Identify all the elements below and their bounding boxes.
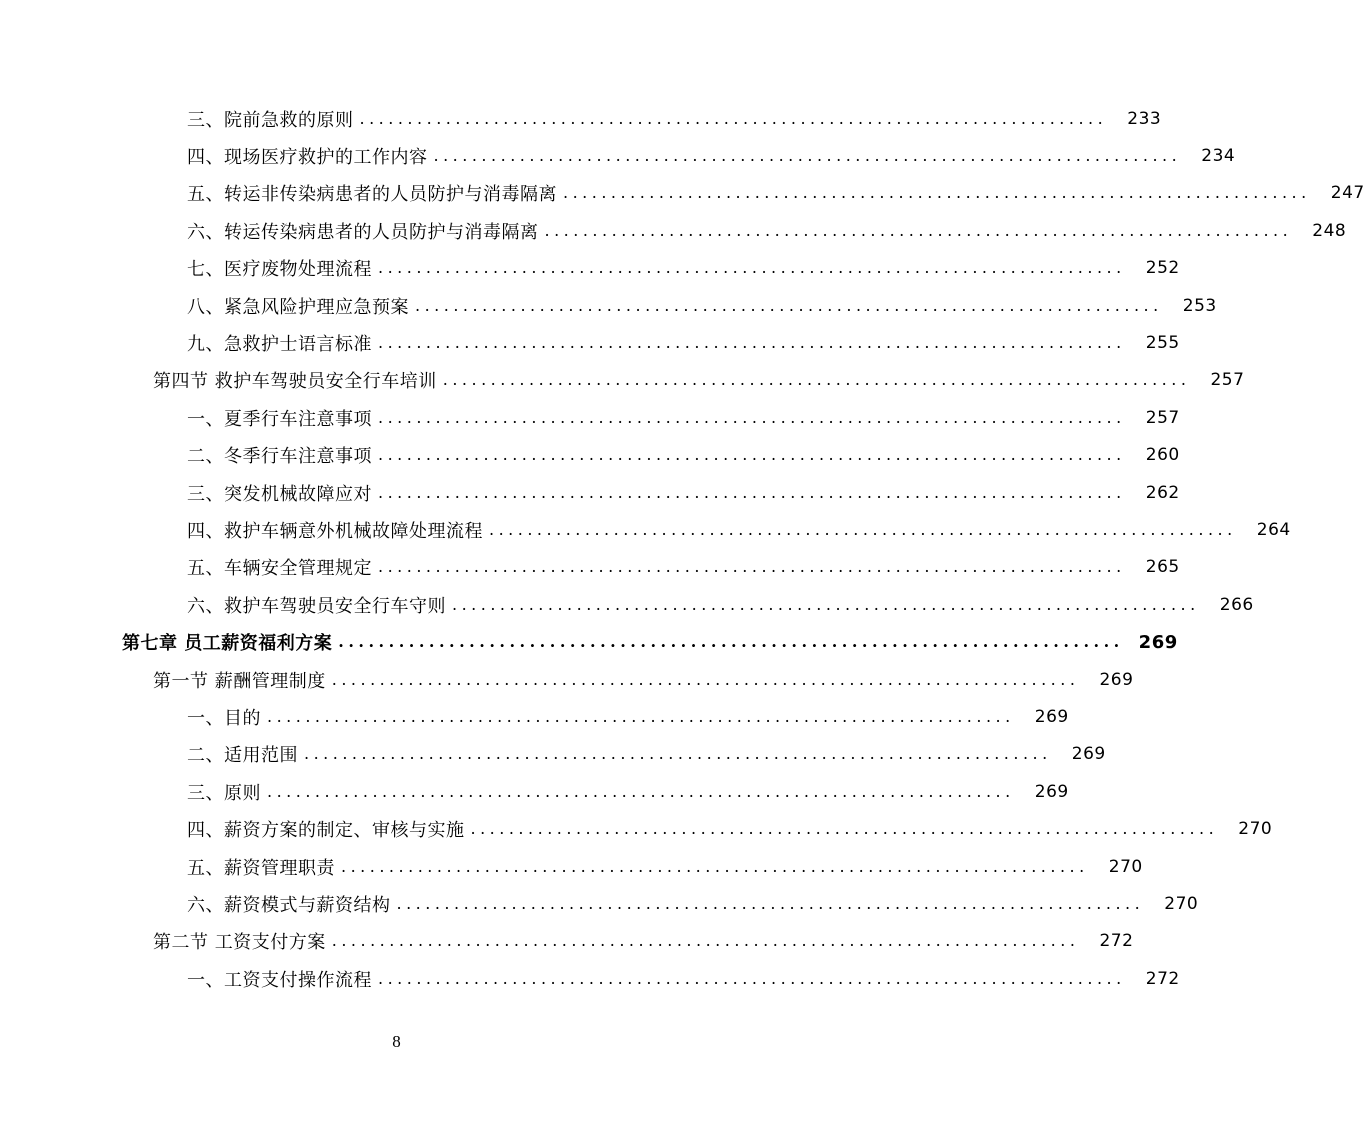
toc-entry-title: 四、薪资方案的制定、审核与实施 — [187, 820, 465, 842]
toc-entry-page: 247 — [1330, 183, 1365, 204]
toc-entry-page: 269 — [1138, 631, 1178, 653]
toc-entry[interactable] — [0, 324, 1180, 361]
dot-leader: .............................................................................. — [489, 519, 1237, 539]
toc-entry-page: 270 — [1108, 856, 1143, 877]
toc-entry-title: 四、救护车辆意外机械故障处理流程 — [187, 520, 483, 542]
toc-entry-title: 第二节 工资支付方案 — [153, 932, 326, 954]
toc-entry-page: 257 — [1210, 370, 1245, 391]
dot-leader: .............................................................................. — [442, 370, 1191, 390]
toc-entry-title: 八、紧急风险护理应急预案 — [187, 296, 409, 318]
toc-entry[interactable] — [0, 474, 1180, 511]
toc-entry-title: 三、突发机械故障应对 — [187, 483, 372, 505]
toc-entry-title: 五、薪资管理职责 — [187, 857, 335, 879]
toc-entry[interactable] — [0, 287, 1217, 324]
toc-entry-page: 233 — [1127, 108, 1162, 129]
toc-entry-page: 257 — [1145, 407, 1180, 428]
toc-entry[interactable] — [0, 212, 1347, 249]
dot-leader: .............................................................................. — [378, 557, 1126, 577]
toc-entry-title: 九、急救护士语言标准 — [187, 334, 372, 356]
dot-leader: .............................................................................. — [267, 706, 1015, 726]
toc-entry-page: 262 — [1145, 482, 1180, 503]
toc-entry-title: 一、夏季行车注意事项 — [187, 408, 372, 430]
toc-entry[interactable] — [0, 586, 1254, 623]
toc-entry-page: 248 — [1312, 220, 1347, 241]
toc-entry-title: 三、原则 — [187, 782, 261, 804]
toc-entry-page: 234 — [1201, 146, 1236, 167]
toc-entry-page: 264 — [1256, 519, 1291, 540]
toc-entry-page: 255 — [1145, 333, 1180, 354]
dot-leader: .............................................................................. — [563, 183, 1311, 203]
toc-entry-title: 第四节 救护车驾驶员安全行车培训 — [153, 371, 437, 393]
toc-entry-page: 252 — [1145, 258, 1180, 279]
toc-entry-page: 272 — [1099, 931, 1134, 952]
toc-entry[interactable] — [0, 810, 1273, 847]
toc-entry[interactable] — [0, 137, 1236, 174]
toc-entry-title: 一、目的 — [187, 707, 261, 729]
toc-entry[interactable] — [0, 437, 1180, 474]
toc-entry-title: 一、工资支付操作流程 — [187, 969, 372, 991]
toc-entry-title: 六、救护车驾驶员安全行车守则 — [187, 595, 446, 617]
toc-entry-title: 六、转运传染病患者的人员防护与消毒隔离 — [187, 221, 539, 243]
dot-leader: .............................................................................. — [331, 931, 1080, 951]
toc-entry[interactable] — [0, 848, 1143, 885]
toc-entry-page: 253 — [1182, 295, 1217, 316]
dot-leader: .............................................................................. — [433, 146, 1182, 166]
dot-leader: .............................................................................. — [267, 781, 1015, 801]
toc-entry-page: 270 — [1164, 893, 1199, 914]
toc-entry-page: 270 — [1238, 819, 1273, 840]
dot-leader: .............................................................................. — [304, 744, 1052, 764]
toc-entry[interactable] — [0, 885, 1199, 922]
dot-leader: .............................................................................. — [338, 632, 1124, 652]
toc-entry-title: 三、院前急救的原则 — [187, 109, 354, 131]
toc-entry-title: 五、车辆安全管理规定 — [187, 558, 372, 580]
toc-entry[interactable] — [0, 960, 1180, 997]
toc-entry-title: 六、薪资模式与薪资结构 — [187, 894, 391, 916]
toc-entry-title: 第一节 薪酬管理制度 — [153, 670, 326, 692]
dot-leader: .............................................................................. — [544, 220, 1293, 240]
dot-leader: .............................................................................. — [359, 108, 1108, 128]
toc-entry-section[interactable] — [0, 661, 1134, 698]
toc-entry-page: 272 — [1145, 968, 1180, 989]
toc-entry-page: 269 — [1034, 706, 1069, 727]
toc-entry-section[interactable] — [0, 923, 1134, 960]
toc-entry-title: 七、医疗废物处理流程 — [187, 259, 372, 281]
toc-entry[interactable] — [0, 549, 1180, 586]
toc-entry[interactable] — [0, 511, 1291, 548]
dot-leader: .............................................................................. — [378, 445, 1126, 465]
toc-entry-title: 第七章 员工薪资福利方案 — [122, 633, 333, 655]
toc-entry[interactable] — [0, 100, 1162, 137]
toc-entry[interactable] — [0, 773, 1069, 810]
toc-entry[interactable] — [0, 736, 1106, 773]
dot-leader: .............................................................................. — [331, 669, 1080, 689]
toc-entry-page: 265 — [1145, 557, 1180, 578]
toc-entry-page: 266 — [1219, 594, 1254, 615]
page-number: 8 — [392, 1032, 401, 1051]
toc-entry-title: 二、适用范围 — [187, 745, 298, 767]
toc-entry-page: 269 — [1071, 744, 1106, 765]
dot-leader: .............................................................................. — [470, 819, 1219, 839]
dot-leader: .............................................................................. — [452, 594, 1200, 614]
toc-entry-section[interactable] — [0, 362, 1245, 399]
toc-entry-title: 五、转运非传染病患者的人员防护与消毒隔离 — [187, 184, 557, 206]
table-of-contents — [0, 100, 1365, 997]
dot-leader: .............................................................................. — [341, 856, 1089, 876]
toc-entry-page: 269 — [1034, 781, 1069, 802]
dot-leader: .............................................................................. — [415, 295, 1163, 315]
dot-leader: .............................................................................. — [378, 968, 1126, 988]
toc-entry-page: 269 — [1099, 669, 1134, 690]
toc-entry-title: 四、现场医疗救护的工作内容 — [187, 147, 428, 169]
toc-entry[interactable] — [0, 399, 1180, 436]
dot-leader: .............................................................................. — [378, 333, 1126, 353]
toc-entry-chapter[interactable] — [0, 623, 1178, 660]
dot-leader: .............................................................................. — [378, 482, 1126, 502]
toc-entry[interactable] — [0, 698, 1069, 735]
dot-leader: .............................................................................. — [378, 407, 1126, 427]
dot-leader: .............................................................................. — [378, 258, 1126, 278]
toc-entry[interactable] — [0, 175, 1365, 212]
dot-leader: .............................................................................. — [396, 893, 1145, 913]
toc-entry-page: 260 — [1145, 445, 1180, 466]
toc-entry[interactable] — [0, 250, 1180, 287]
toc-entry-title: 二、冬季行车注意事项 — [187, 446, 372, 468]
